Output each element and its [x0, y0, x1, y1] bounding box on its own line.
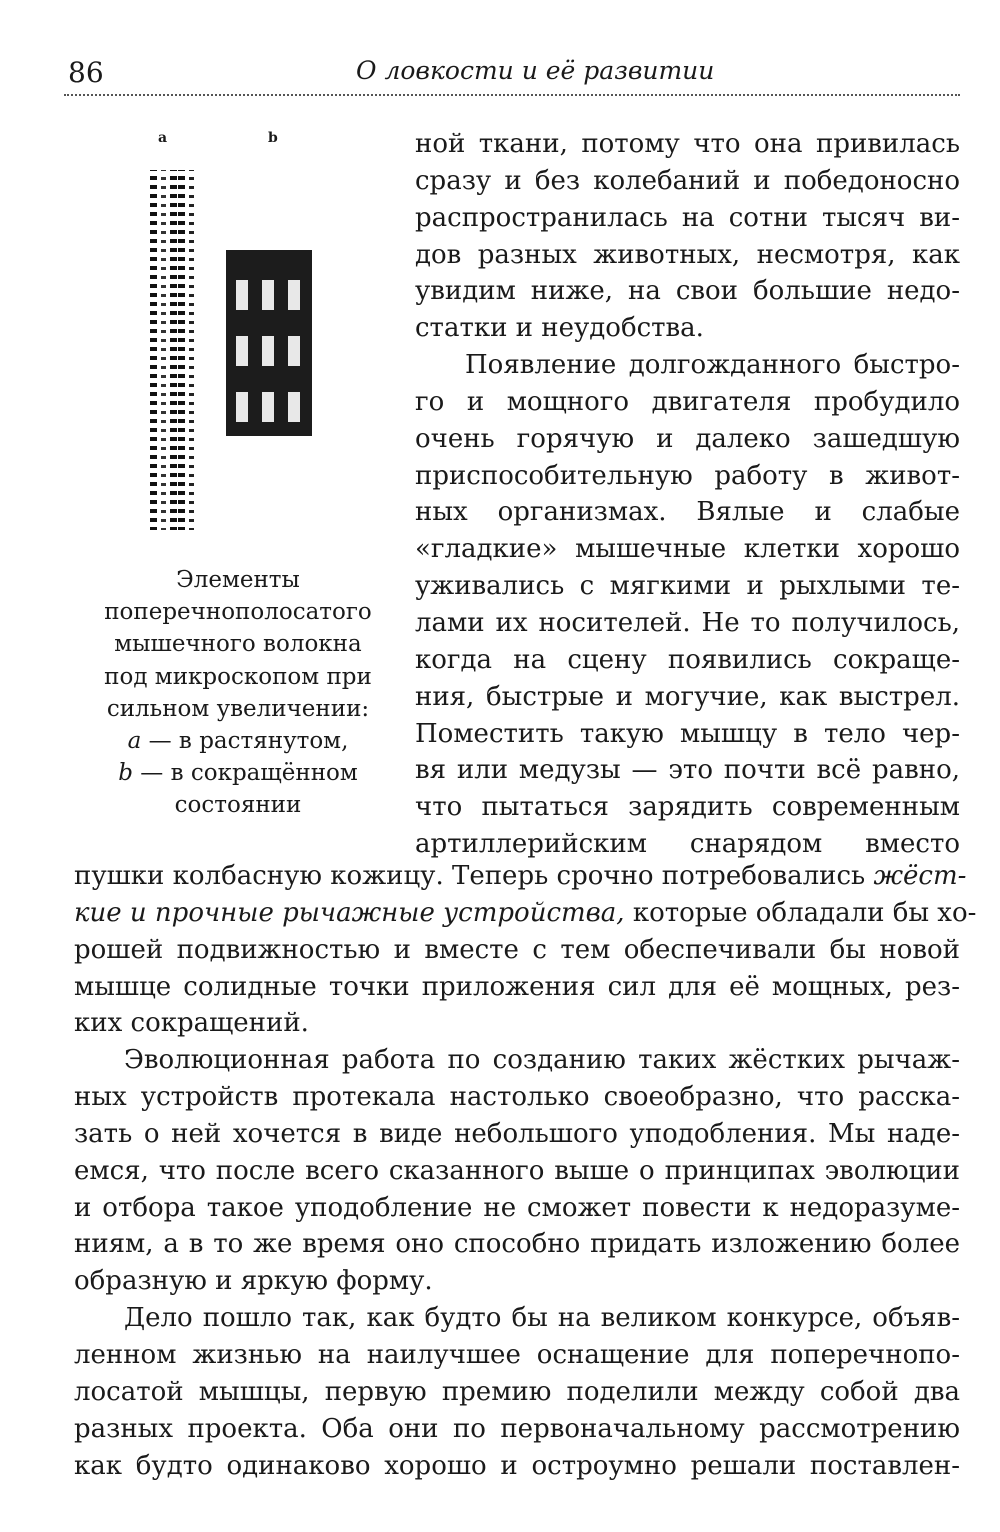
text-line: и отбора такое уподобление не сможет повести к недоразуме-: [74, 1192, 960, 1223]
text-segment: которые обладали бы хо-: [624, 897, 977, 928]
text-line: разных проекта. Оба они по первоначальному рассмотрению: [74, 1413, 960, 1444]
caption-text-a: — в растянутом,: [141, 728, 349, 755]
text-line: распространилась на сотни тысяч ви-: [415, 202, 960, 233]
text-line: сразу и без колебаний и победоносно: [415, 165, 960, 196]
caption-line: под микроскопом при: [104, 663, 372, 690]
text-line: образную и яркую форму.: [74, 1266, 433, 1297]
text-line: мышце солидные точки приложения сил для её мощных, рез-: [74, 971, 960, 1002]
text-line: статки и неудобства.: [415, 313, 704, 344]
text-line: «гладкие» мышечные клетки хорошо: [415, 534, 960, 565]
stretched-fiber: [146, 170, 194, 530]
emphasis-text: кие и прочные рычажные устройства,: [74, 897, 625, 928]
text-line: Эволюционная работа по созданию таких жёстких рычаж-: [124, 1045, 960, 1076]
text-line: лосатой мышцы, первую премию поделили между собой два: [74, 1376, 960, 1407]
caption-text-b: — в сокращённом: [132, 760, 358, 787]
caption-line: поперечнополосатого: [104, 599, 372, 626]
text-line: ниям, а в то же время оно способно придать изложению более: [74, 1229, 960, 1260]
text-line: ленном жизнью на наилучшее оснащение для поперечнопо-: [74, 1339, 960, 1370]
page-number: 86: [68, 56, 104, 89]
body-text-column: [415, 126, 960, 863]
header-rule: [64, 94, 960, 96]
text-line: рошей подвижностью и вместе с тем обеспечивали бы новой: [74, 934, 960, 965]
emphasis-text: жёст-: [873, 861, 967, 891]
figure-drawing: [130, 130, 330, 540]
page-header: [64, 48, 960, 98]
text-line: зать о ней хочется в виде небольшого уподобления. Мы наде-: [74, 1118, 960, 1149]
caption-line: [68, 725, 408, 757]
text-line: ких сокращений.: [74, 1008, 309, 1039]
text-line: артиллерийским снарядом вместо: [415, 829, 960, 860]
body-text-full: [74, 858, 977, 1484]
text-line: приспособительную работу в живот-: [415, 460, 960, 491]
caption-line: Элементы: [176, 567, 300, 593]
text-line: Поместить такую мышцу в тело чер-: [415, 718, 960, 749]
figure-label-b: b: [268, 130, 278, 146]
caption-letter-b: b: [118, 760, 133, 787]
text-line: когда на сцену появились сокраще-: [415, 644, 960, 675]
text-line: что пытаться зарядить современным: [415, 792, 960, 823]
text-line: ния, быстрые и могучие, как выстрел.: [415, 681, 960, 712]
text-line: как будто одинаково хорошо и остроумно решали поставлен-: [74, 1450, 960, 1481]
text-line: [74, 858, 967, 895]
text-segment: пушки колбасную кожицу. Теперь срочно потребовались: [74, 861, 874, 891]
text-line: ной ткани, потому что она привилась: [415, 129, 960, 159]
caption-line: [68, 757, 408, 789]
text-line: Дело пошло так, как будто бы на великом конкурсе, объяв-: [124, 1303, 960, 1334]
figure-label-a: a: [158, 130, 168, 146]
text-line: Появление долгожданного быстро-: [465, 350, 960, 381]
caption-line: состоянии: [174, 792, 302, 819]
text-line: вя или медузы — это почти всё равно,: [415, 755, 960, 786]
caption-letter-a: a: [127, 728, 142, 755]
caption-line: мышечного волокна: [114, 631, 362, 658]
muscle-fiber-figure: [130, 130, 278, 540]
text-line: лами их носителей. Не то получилось,: [415, 607, 960, 638]
contracted-fiber: [226, 250, 312, 436]
text-line: емся, что после всего сказанного выше о принципах эволюции: [74, 1155, 960, 1186]
text-line: ных устройств протекала настолько своеобразно, что расска-: [74, 1082, 960, 1113]
text-line: [74, 895, 977, 932]
text-line: го и мощного двигателя пробудило: [415, 386, 960, 417]
running-title: О ловкости и её развитии: [356, 56, 715, 85]
text-line: ных организмах. Вялые и слабые: [415, 497, 960, 528]
text-line: увидим ниже, на свои большие недо-: [415, 276, 960, 307]
text-line: очень горячую и далеко зашедшую: [415, 423, 960, 454]
figure-caption: [68, 564, 408, 822]
text-line: дов разных животных, несмотря, как: [415, 239, 960, 270]
text-line: уживались с мягкими и рыхлыми те-: [415, 571, 960, 602]
caption-line: сильном увеличении:: [106, 695, 370, 722]
